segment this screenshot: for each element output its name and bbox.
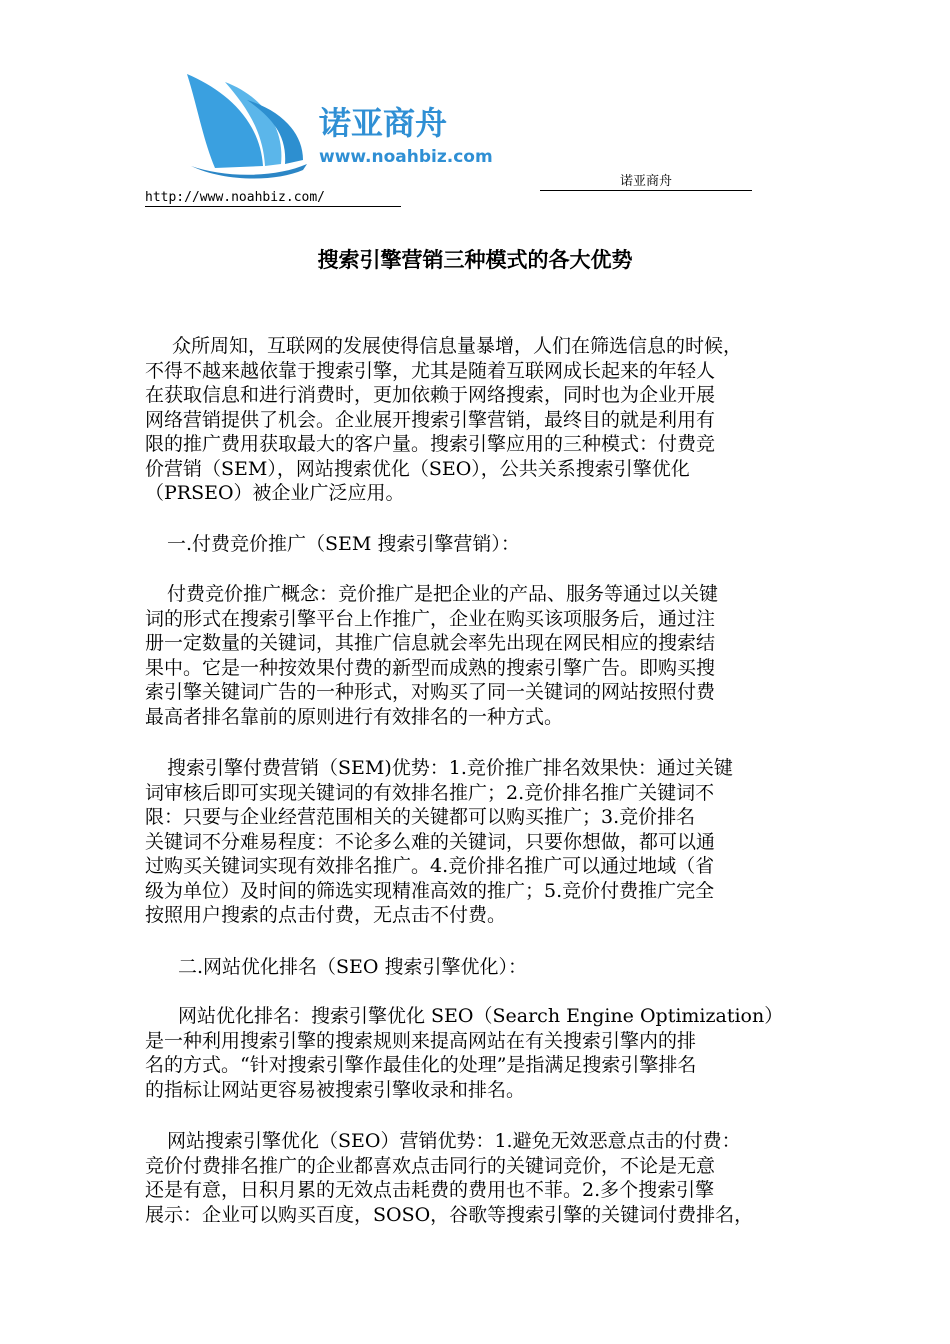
text-line: 众所周知，互联网的发展使得信息量暴增，人们在筛选信息的时候，: [172, 335, 743, 357]
paragraph-sem-concept: [145, 582, 810, 729]
text-line: 是一种利用搜索引擎的搜索规则来提高网站在有关搜索引擎内的排: [145, 1029, 697, 1052]
text-line: 词审核后即可实现关键词的有效排名推广；2.竞价排名推广关键词不: [145, 781, 715, 804]
text-line: 名的方式。“针对搜索引擎作最佳化的处理”是指满足搜索引擎排名: [145, 1054, 697, 1076]
text-line: 竞价付费排名推广的企业都喜欢点击同行的关键词竞价，不论是无意: [145, 1154, 716, 1177]
header-brand: 诺亚商舟: [540, 174, 752, 191]
text-line: 果中。它是一种按效果付费的新型而成熟的搜索引擎广告。即购买搜: [145, 656, 716, 679]
text-line: 网站搜索引擎优化（SEO）营销优势：1.避免无效恶意点击的付费：: [167, 1130, 741, 1152]
text-line: 过购买关键词实现有效排名推广。4.竞价排名推广可以通过地域（省: [145, 855, 715, 877]
paragraph-intro: [145, 334, 810, 506]
paragraph-sem-advantages: [145, 756, 810, 928]
text-line: 限的推广费用获取最大的客户量。搜索引擎应用的三种模式：付费竞: [145, 433, 716, 455]
text-line: 付费竞价推广概念：竞价推广是把企业的产品、服务等通过以关键: [167, 583, 719, 605]
section-heading-seo: 二.网站优化排名（SEO 搜索引擎优化）：: [178, 956, 528, 978]
text-line: 的指标让网站更容易被搜索引擎收录和排名。: [145, 1078, 526, 1101]
text-line: 价营销（SEM），网站搜索优化（SEO），公共关系搜索引擎优化: [145, 457, 690, 480]
text-line: （PRSEO）被企业广泛应用。: [145, 482, 405, 504]
text-line: 不得不越来越依靠于搜索引擎，尤其是随着互联网成长起来的年轻人: [145, 359, 716, 382]
logo-cn-text: 诺亚商舟: [319, 104, 448, 142]
text-line: 展示：企业可以购买百度，SOSO，谷歌等搜索引擎的关键词付费排名，: [145, 1203, 754, 1226]
text-line: 级为单位）及时间的筛选实现精准高效的推广；5.竞价付费推广完全: [145, 879, 715, 902]
text-line: 词的形式在搜索引擎平台上作推广，企业在购买该项服务后，通过注: [145, 607, 716, 630]
text-line: 最高者排名靠前的原则进行有效排名的一种方式。: [145, 705, 564, 728]
paragraph-seo-advantages: [145, 1129, 810, 1227]
text-line: 关键词不分难易程度：不论多么难的关键词，只要你想做，都可以通: [145, 830, 716, 853]
section-heading-sem: 一.付费竞价推广（SEM 搜索引擎营销）：: [167, 533, 520, 555]
text-line: 索引擎关键词广告的一种形式，对购买了同一关键词的网站按照付费: [145, 681, 716, 703]
paragraph-seo-concept: [145, 1004, 810, 1102]
logo-url-text: www.noahbiz.com: [319, 147, 493, 167]
text-line: 网站优化排名：搜索引擎优化 SEO（Search Engine Optimization）: [178, 1005, 784, 1027]
sailboat-logo-icon: [185, 70, 515, 180]
text-line: 按照用户搜索的点击付费，无点击不付费。: [145, 904, 507, 926]
text-line: 册一定数量的关键词，其推广信息就会率先出现在网民相应的搜索结: [145, 632, 716, 654]
text-line: 搜索引擎付费营销（SEM)优势：1.竞价推广排名效果快：通过关键: [167, 757, 733, 779]
noahbiz-logo: [185, 70, 515, 180]
document-title: 搜索引擎营销三种模式的各大优势: [317, 248, 633, 272]
text-line: 网络营销提供了机会。企业展开搜索引擎营销，最终目的就是利用有: [145, 408, 716, 431]
text-line: 还是有意，日积月累的无效点击耗费的费用也不菲。2.多个搜索引擎: [145, 1179, 715, 1201]
text-line: 在获取信息和进行消费时，更加依赖于网络搜索，同时也为企业开展: [145, 384, 716, 406]
header-url[interactable]: http://www.noahbiz.com/: [145, 190, 401, 207]
text-line: 限：只要与企业经营范围相关的关键都可以购买推广；3.竞价排名: [145, 806, 696, 828]
